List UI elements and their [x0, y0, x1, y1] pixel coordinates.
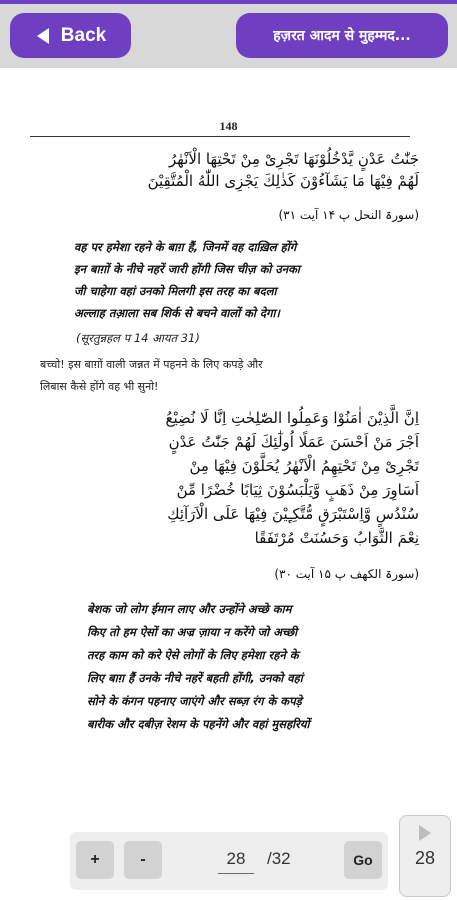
play-triangle-icon: [417, 824, 433, 846]
hindi-line: वह पर हमेशा रहने के बाग़ हैं, जिनमें वह दाख़िल होंगे: [74, 240, 297, 254]
total-pages: /32: [267, 849, 291, 868]
page-number: 148: [219, 119, 238, 133]
zoom-out-label: -: [140, 851, 146, 868]
arabic-reference: (سورۃ الکھف پ ۱۵ آیت ۳۰): [274, 567, 419, 581]
side-page-number: 28: [414, 848, 436, 868]
hindi-reference: (सूरतुन्नहल प 14 आयत 31): [76, 331, 200, 345]
book-page: [0, 68, 457, 900]
book-title-label: हज़रत आदम से मुहम्मद...: [273, 28, 411, 44]
hindi-line: जी चाहेगा वहां उनको मिलगी इस तरह का बदला: [74, 284, 277, 298]
book-title-button[interactable]: [236, 13, 448, 58]
zoom-out-button[interactable]: [124, 841, 162, 879]
arabic-line: لَهُمْ فِیْهَا مَا یَشَآءُوْنَ كَذٰلِكَ یَجْزِی اللّٰهُ الْمُتَّقِیْنَ: [147, 172, 419, 190]
hindi-line: तरह काम को करे ऐसे लोगों के लिए हमेशा रहने के: [87, 648, 299, 662]
arabic-reference: (سورۃ النحل پ ۱۴ آیت ۳۱): [278, 208, 419, 222]
go-button-label: Go: [353, 852, 373, 868]
arabic-line: اَجْرَ مَنْ اَحْسَنَ عَمَلًا اُولٰٓئِكَ لَهُمْ جَنّٰتُ عَدْنٍ: [168, 433, 419, 451]
hindi-plain-line: लिबास कैसे होंगे वह भी सुनो!: [40, 380, 159, 393]
hindi-line: अल्लाह तआ़ला सब शिर्क से बचने वालों को देगा।: [74, 306, 280, 320]
hindi-line: बारीक और दबीज़ रेशम के पहनेंगे और वहां मुसहरियों: [87, 717, 310, 731]
arabic-line: تَجْرِیْ مِنْ تَحْتِهِمُ الْاَنْهٰرُ یُحَلَّوْنَ فِیْهَا مِنْ: [189, 457, 419, 475]
back-arrow-icon: [35, 27, 51, 45]
arabic-line: سُنْدُسٍ وَّاِسْتَبْرَقٍ مُّتَّكِـِٕیْنَ فِیْهَا عَلَی الْاَرَآئِكِ: [167, 505, 419, 523]
hindi-line: लिए बाग़ हैं उनके नीचे नहरें बहती होंगी, उनको वहां: [87, 671, 303, 685]
hindi-line: इन बाग़ों के नीचे नहरें जारी होंगी जिस चीज़ को उनका: [74, 262, 300, 276]
arabic-line: اَسَاوِرَ مِنْ ذَهَبٍ وَّیَلْبَسُوْنَ ثِیَابًا خُضْرًا مِّنْ: [176, 481, 419, 499]
hindi-line: सोने के कंगन पहनाए जाएंगे और सब्ज़ रंग के कपड़े: [87, 694, 302, 708]
hindi-plain-line: बच्चो! इस बाग़ों वाली जन्नत में पहनने के लिए कपड़े और: [40, 358, 263, 371]
zoom-in-label: +: [90, 851, 100, 868]
page-rule: [30, 136, 410, 137]
go-button[interactable]: [344, 841, 382, 879]
page-number-input[interactable]: [218, 845, 254, 874]
arabic-line: جَنّٰتُ عَدْنٍ یَّدْخُلُوْنَهَا تَجْرِیْ مِنْ تَحْتِهَا الْاَنْهٰرُ: [169, 150, 419, 168]
top-bar: [0, 0, 457, 68]
hindi-line: बेशक जो लोग ईमान लाए और उन्होंने अच्छे काम: [87, 602, 292, 616]
back-button-label: Back: [60, 24, 107, 46]
arabic-line: نِعْمَ الثَّوَابُ وَحَسُنَتْ مُرْتَفَقًا: [254, 529, 419, 547]
arabic-line: اِنَّ الَّذِیْنَ اٰمَنُوْا وَعَمِلُوا الصّٰلِحٰتِ اِنَّا لَا نُضِیْعُ: [165, 409, 419, 427]
side-page-button[interactable]: [399, 815, 451, 897]
zoom-in-button[interactable]: [76, 841, 114, 879]
back-button[interactable]: [10, 13, 131, 58]
hindi-line: किए तो हम ऐसों का अज्र ज़ाया न करेंगे जो अच्छी: [87, 625, 298, 639]
top-accent-strip: [0, 0, 457, 4]
